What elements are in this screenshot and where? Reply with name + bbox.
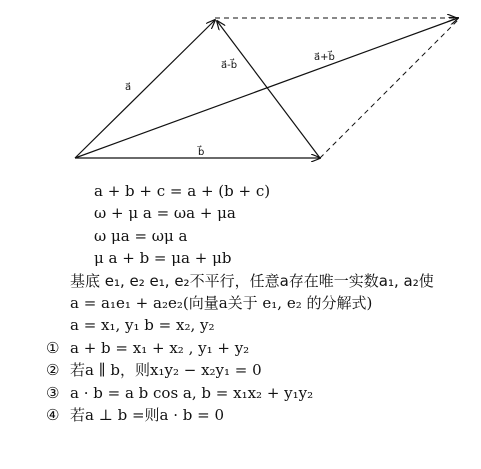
formula-text: ω μa = ωμ a	[94, 226, 188, 245]
label-b: b⃗	[198, 147, 205, 158]
formula-marker: ②	[46, 361, 60, 380]
formula-text: μ a + b = μa + μb	[94, 249, 232, 268]
formula-line	[46, 314, 475, 336]
label-a-plus-b: a⃗+b⃗	[314, 52, 335, 63]
formula-marker: ④	[46, 405, 60, 424]
formula-line	[46, 382, 475, 404]
dashed-right-side	[320, 20, 458, 158]
label-a-minus-b: a⃗-b⃗	[221, 60, 238, 71]
vector-a-minus-b-arrow	[217, 21, 320, 158]
formula-text: a + b + c = a + (b + c)	[94, 182, 271, 200]
formula-marker: ③	[46, 383, 60, 402]
formula-list	[46, 180, 475, 426]
formula-line	[70, 225, 475, 247]
formula-text: a = a₁e₁ + a₂e₂(向量a关于 e₁, e₂ 的分解式)	[70, 293, 373, 312]
formula-text: a · b = a b cos a, b = x₁x₂ + y₁y₂	[70, 383, 314, 402]
formula-text: a = x₁, y₁ b = x₂, y₂	[70, 316, 215, 335]
formula-text: 基底 e₁, e₂ e₁, e₂不平行，任意a存在唯一实数a₁, a₂使	[70, 271, 434, 290]
formula-line	[46, 404, 475, 426]
formula-line	[46, 359, 475, 381]
formula-line	[46, 270, 475, 292]
vector-parallelogram-diagram	[0, 0, 481, 175]
formula-text: ω + μ a = ωa + μa	[94, 204, 236, 223]
vector-a-plus-b-arrow	[75, 18, 458, 158]
formula-text: 若a ∥ b，则x₁y₂ − x₂y₁ = 0	[70, 361, 262, 380]
label-a: a⃗	[125, 82, 132, 93]
formula-text: 若a ⊥ b =则a · b = 0	[70, 405, 225, 424]
formula-line	[70, 180, 475, 202]
vector-a-arrow	[75, 20, 215, 158]
formula-line	[70, 247, 475, 269]
formula-line	[70, 202, 475, 224]
formula-line	[46, 337, 475, 359]
formula-line	[46, 292, 475, 314]
formula-marker: ①	[46, 338, 60, 357]
formula-text: a + b = x₁ + x₂ , y₁ + y₂	[70, 338, 250, 357]
